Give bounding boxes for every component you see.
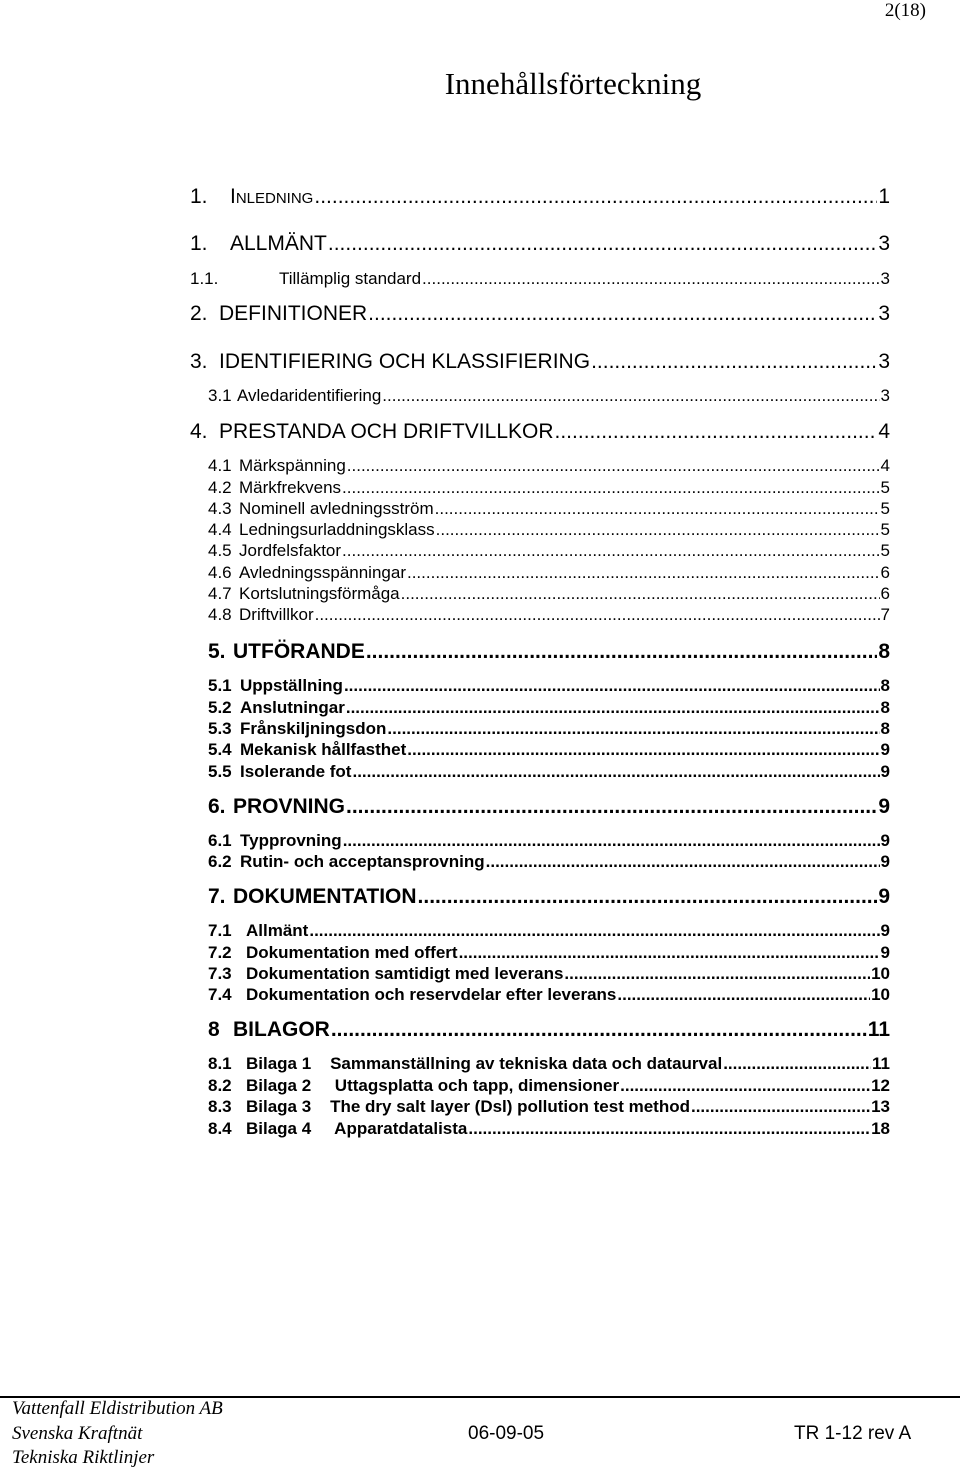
toc-entry[interactable]: 4.1 Märkspänning ..... 4: [208, 456, 890, 476]
toc-entry[interactable]: 1. Inledning ..... 1: [190, 185, 890, 209]
toc-entry[interactable]: 4.3 Nominell avledningsström ..... 5: [208, 499, 890, 519]
footer-org-3: Tekniska Riktlinjer: [12, 1447, 155, 1468]
toc-entry[interactable]: 5.5 Isolerande fot ..... 9: [208, 762, 890, 782]
toc-entry[interactable]: 6.2 Rutin- och acceptansprovning ..... 9: [208, 852, 890, 872]
toc-entry[interactable]: 8 BILAGOR ..... 11: [208, 1018, 890, 1042]
toc-entry[interactable]: 4. PRESTANDA OCH DRIFTVILLKOR ..... 4: [190, 420, 890, 444]
toc-entry[interactable]: 8.4 Bilaga 4 Apparatdatalista ..... 18: [208, 1119, 890, 1139]
footer-org-2: Svenska Kraftnät: [12, 1423, 143, 1444]
toc-entry[interactable]: 4.4 Ledningsurladdningsklass ..... 5: [208, 520, 890, 540]
toc-entry[interactable]: 1. ALLMÄNT ..... 3: [190, 232, 890, 256]
toc-title: Innehållsförteckning: [444, 66, 702, 101]
toc-entry[interactable]: 6.1 Typprovning ..... 9: [208, 831, 890, 851]
toc-entry[interactable]: 4.7 Kortslutningsförmåga ..... 6: [208, 584, 890, 604]
toc-entry[interactable]: 3.1 Avledaridentifiering ..... 3: [208, 386, 890, 406]
toc-entry[interactable]: 6. PROVNING ..... 9: [208, 795, 890, 819]
page-footer: [0, 1396, 960, 1472]
toc-entry[interactable]: 5.4 Mekanisk hållfasthet ..... 9: [208, 740, 890, 760]
toc-entry[interactable]: 7.4 Dokumentation och reservdelar efter leverans ..... 10: [208, 985, 890, 1005]
toc-entry[interactable]: 3. IDENTIFIERING OCH KLASSIFIERING ..... 3: [190, 350, 890, 374]
toc-entry[interactable]: 8.1 Bilaga 1 Sammanställning av tekniska data och dataurval ..... 11: [208, 1054, 890, 1074]
toc-entry[interactable]: 4.6 Avledningsspänningar ..... 6: [208, 563, 890, 583]
toc-entry[interactable]: 2. DEFINITIONER ..... 3: [190, 302, 890, 326]
toc-entry[interactable]: 5.1 Uppställning ..... 8: [208, 676, 890, 696]
toc-entry[interactable]: 4.8 Driftvillkor ..... 7: [208, 605, 890, 625]
toc-entry[interactable]: 8.3 Bilaga 3 The dry salt layer (Dsl) pollution test method ..... 13: [208, 1097, 890, 1117]
toc-entry[interactable]: 4.5 Jordfelsfaktor ..... 5: [208, 541, 890, 561]
page-number: 2(18): [884, 0, 926, 21]
toc-entry[interactable]: 5. UTFÖRANDE ..... 8: [208, 640, 890, 664]
toc-entry[interactable]: 5.3 Frånskiljningsdon ..... 8: [208, 719, 890, 739]
toc-entry[interactable]: 5.2 Anslutningar ..... 8: [208, 698, 890, 718]
toc-entry[interactable]: 7.3 Dokumentation samtidigt med leverans ..... 10: [208, 964, 890, 984]
footer-date: 06-09-05: [468, 1423, 545, 1444]
footer-doc-id: TR 1-12 rev A: [794, 1423, 912, 1444]
footer-org-1: Vattenfall Eldistribution AB: [12, 1398, 223, 1419]
toc-entry[interactable]: 4.2 Märkfrekvens ..... 5: [208, 478, 890, 498]
toc-entry[interactable]: 7.1 Allmänt ..... 9: [208, 921, 890, 941]
toc-entry[interactable]: 8.2 Bilaga 2 Uttagsplatta och tapp, dimensioner ..... 12: [208, 1076, 890, 1096]
toc-entry[interactable]: 7. DOKUMENTATION ..... 9: [208, 885, 890, 909]
toc-entry[interactable]: 1.1. Tillämplig standard ..... 3: [190, 269, 890, 289]
toc-entry[interactable]: 7.2 Dokumentation med offert ..... 9: [208, 943, 890, 963]
